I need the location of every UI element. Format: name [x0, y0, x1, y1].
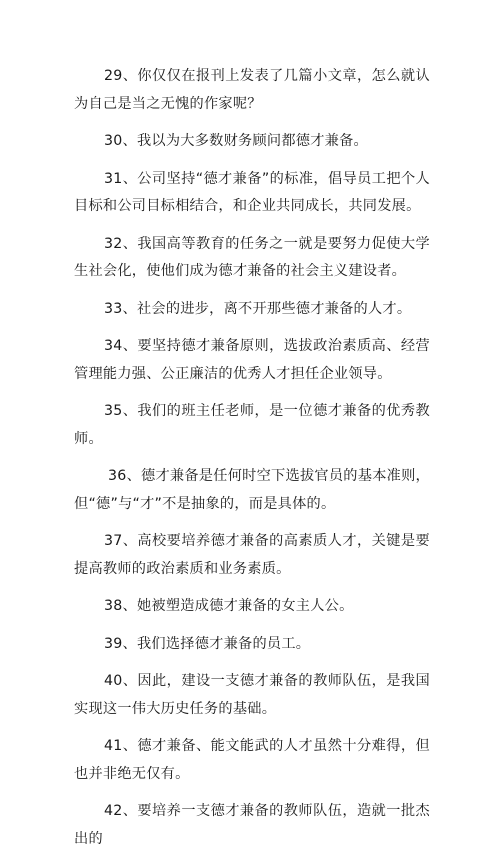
sentence-36: 36、德才兼备是任何时空下选拔官员的基本准则，但“德”与“才”不是抽象的，而是具体的。: [74, 468, 430, 512]
sentence-29: 29、你仅仅在报刊上发表了几篇小文章，怎么就认为自己是当之无愧的作家呢？: [74, 68, 430, 112]
sentence-38: 38、她被塑造成德才兼备的女主人公。: [104, 598, 354, 614]
sentence-32: 32、我国高等教育的任务之一就是要努力促使大学生社会化，使他们成为德才兼备的社会主义建设者。: [74, 235, 430, 279]
sentence-40: 40、因此，建设一支德才兼备的教师队伍，是我国实现这一伟大历史任务的基础。: [74, 673, 430, 717]
sentence-31: 31、公司坚持“德才兼备”的标准，倡导员工把个人目标和公司目标相结合，和企业共同成长，共同发展。: [74, 170, 430, 214]
document-body: [74, 63, 430, 863]
sentence-35: 35、我们的班主任老师，是一位德才兼备的优秀教师。: [74, 403, 430, 447]
sentence-30: 30、我以为大多数财务顾问都德才兼备。: [104, 133, 368, 149]
sentence-33: 33、社会的进步，离不开那些德才兼备的人才。: [104, 300, 412, 317]
sentence-41: 41、德才兼备、能文能武的人才虽然十分难得，但也并非绝无仅有。: [74, 738, 430, 782]
sentence-34: 34、要坚持德才兼备原则，选拔政治素质高、经营管理能力强、公正廉洁的优秀人才担任企业领导。: [74, 338, 430, 382]
sentence-39: 39、我们选择德才兼备的员工。: [104, 635, 311, 652]
sentence-42: 42、要培养一支德才兼备的教师队伍，造就一批杰出的: [74, 803, 430, 847]
sentence-37: 37、高校要培养德才兼备的高素质人才，关键是要提高教师的政治素质和业务素质。: [74, 533, 430, 577]
